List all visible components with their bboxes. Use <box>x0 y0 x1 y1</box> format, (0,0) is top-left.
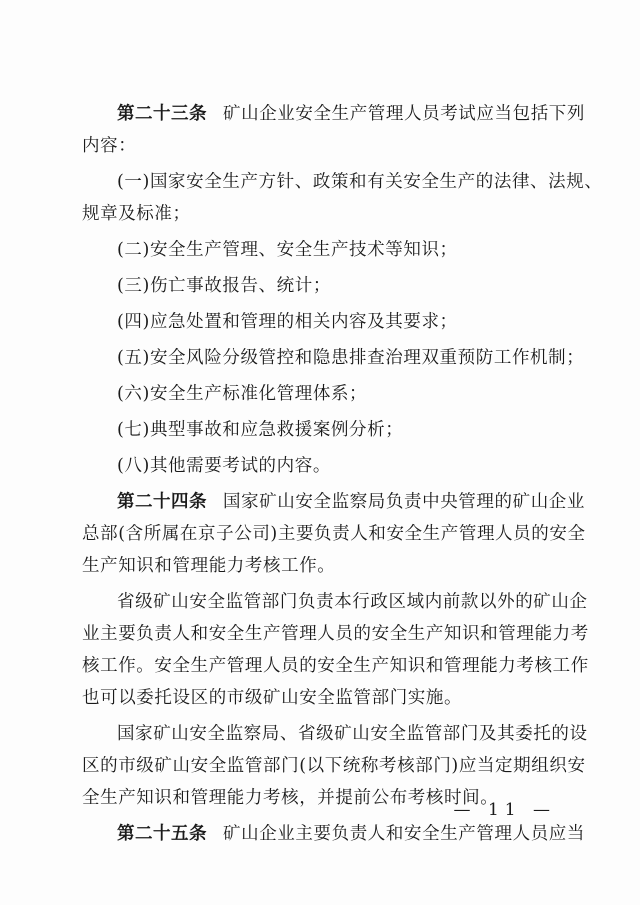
article-23-item4: (四)应急处置和管理的相关内容及其要求； <box>117 312 458 332</box>
article-24-p3-line3: 全生产知识和管理能力考核，并提前公布考核时间。 <box>82 788 499 808</box>
article-24-number: 第二十四条 <box>117 492 207 512</box>
article-23-item7: (七)典型事故和应急救援案例分析； <box>117 420 404 440</box>
page-number: — 11 — <box>453 800 556 820</box>
article-24-p2-line4: 也可以委托设区的市级矿山安全监管部门实施。 <box>82 688 463 708</box>
article-25-number: 第二十五条 <box>117 824 207 844</box>
article-24-heading-line <box>82 486 585 518</box>
article-23-heading-line <box>82 98 585 130</box>
article-23-item2: (二)安全生产管理、安全生产技术等知识； <box>117 240 458 260</box>
article-23-intro-line1: 矿山企业安全生产管理人员考试应当包括下列 <box>223 104 585 124</box>
article-24-p1-line1: 国家矿山安全监察局负责中央管理的矿山企业 <box>223 492 585 512</box>
article-23-number: 第二十三条 <box>117 104 207 124</box>
article-25-p1-line1: 矿山企业主要负责人和安全生产管理人员应当 <box>223 824 585 844</box>
article-24-p3-line1: 国家矿山安全监察局、省级矿山安全监管部门及其委托的设 <box>117 724 588 744</box>
article-23-item6: (六)安全生产标准化管理体系； <box>117 384 368 404</box>
article-25-heading-line <box>82 818 585 850</box>
article-23-item1-line1: (一)国家安全生产方针、政策和有关安全生产的法律、法规、 <box>117 172 603 192</box>
article-23-item3: (三)伤亡事故报告、统计； <box>117 276 331 296</box>
article-24-p2-line2: 业主要负责人和安全生产管理人员的安全生产知识和管理能力考 <box>82 624 589 644</box>
article-24-p3-line2: 区的市级矿山安全监管部门(以下统称考核部门)应当定期组织安 <box>82 756 586 776</box>
article-24-p2-line3: 核工作。安全生产管理人员的安全生产知识和管理能力考核工作 <box>82 656 589 676</box>
article-23-intro-line2: 内容： <box>82 136 137 156</box>
article-23-item5: (五)安全风险分级管控和隐患排查治理双重预防工作机制； <box>117 348 585 368</box>
article-24-p1-line2: 总部(含所属在京子公司)主要负责人和安全生产管理人员的安全 <box>82 524 586 544</box>
article-24-p1-line3: 生产知识和管理能力考核工作。 <box>82 556 336 576</box>
document-body <box>82 98 603 850</box>
article-24-p2-line1: 省级矿山安全监管部门负责本行政区域内前款以外的矿山企 <box>117 592 588 612</box>
article-23-item8: (八)其他需要考试的内容。 <box>117 456 331 476</box>
article-23-item1-line2: 规章及标准； <box>82 204 191 224</box>
